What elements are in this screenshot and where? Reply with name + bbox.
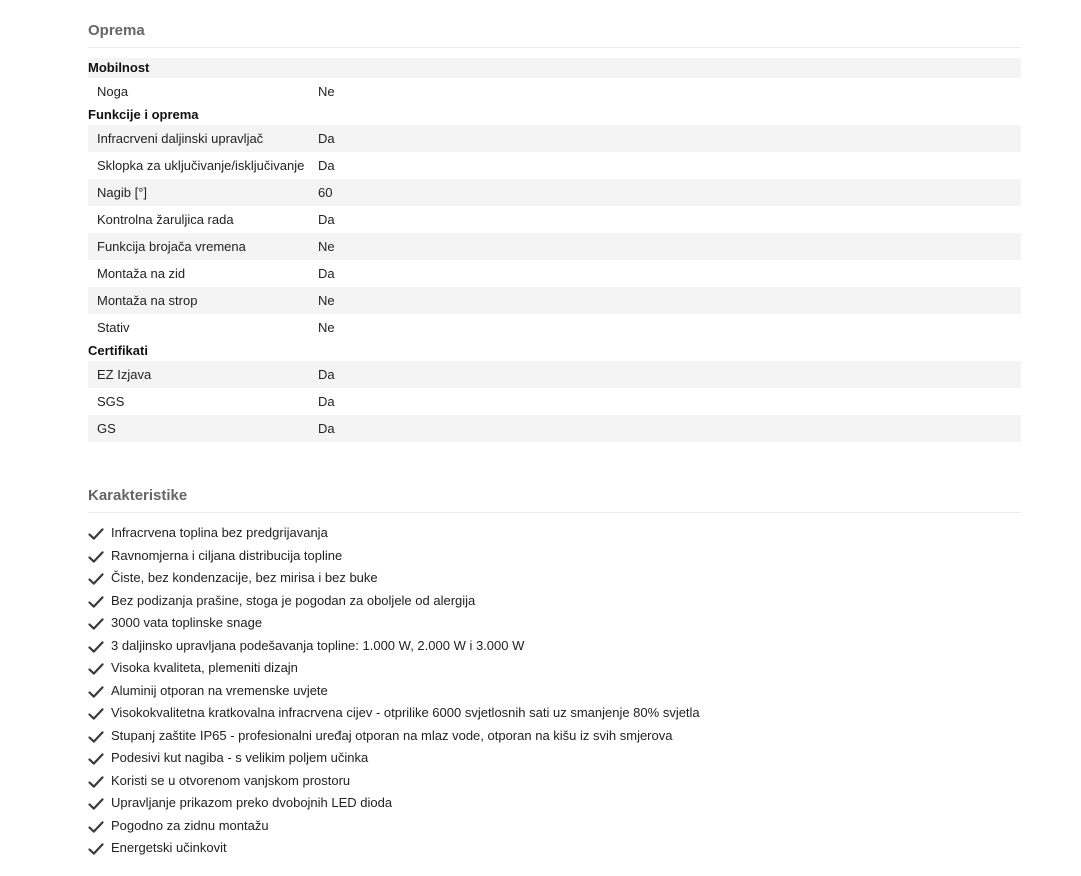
- feature-item: [88, 590, 1021, 613]
- feature-text: Podesivi kut nagiba - s velikim poljem učinka: [111, 750, 369, 765]
- spec-value: Ne: [318, 293, 335, 308]
- check-icon: [88, 594, 104, 608]
- feature-text: Aluminij otporan na vremenske uvjete: [111, 682, 328, 698]
- check-icon: [88, 526, 104, 540]
- spec-key: Noga: [97, 84, 129, 99]
- feature-item: [88, 612, 1021, 635]
- check-icon: [88, 819, 104, 833]
- check-icon: [88, 661, 104, 675]
- feature-item: [88, 725, 1021, 748]
- spec-row: [88, 78, 1021, 105]
- features-section: [88, 465, 1021, 876]
- spec-group-heading: Funkcije i oprema: [88, 107, 199, 122]
- feature-text: Bez podizanja prašine, stoga je pogodan za oboljele od alergija: [111, 592, 476, 608]
- feature-item: [88, 702, 1021, 725]
- equipment-title: Oprema: [88, 0, 1021, 48]
- check-icon: [88, 796, 104, 810]
- feature-text: Čiste, bez kondenzacije, bez mirisa i bez buke: [111, 570, 378, 585]
- features-list: [88, 522, 1021, 860]
- feature-item: [88, 837, 1021, 860]
- check-icon: [88, 571, 104, 585]
- spec-value: Da: [318, 394, 335, 409]
- spec-value: Ne: [318, 239, 335, 254]
- feature-item: [88, 747, 1021, 770]
- spec-group-heading: Certifikati: [88, 343, 148, 358]
- spec-row: [88, 206, 1021, 233]
- feature-item: [88, 567, 1021, 590]
- spec-key: Sklopka za uključivanje/isključivanje: [97, 158, 305, 173]
- spec-key: Kontrolna žaruljica rada: [97, 212, 234, 227]
- spec-table: [88, 58, 1021, 442]
- feature-text: Visoka kvaliteta, plemeniti dizajn: [111, 660, 298, 675]
- spec-value: Da: [318, 158, 335, 173]
- spec-row: [88, 260, 1021, 287]
- spec-key: EZ Izjava: [97, 367, 152, 382]
- spec-row: [88, 233, 1021, 260]
- spec-key: GS: [97, 421, 116, 436]
- spec-value: Ne: [318, 84, 335, 99]
- spec-value: Da: [318, 266, 335, 281]
- spec-value: Ne: [318, 320, 335, 335]
- spec-group-heading: Mobilnost: [88, 58, 1021, 78]
- spec-key: Funkcija brojača vremena: [97, 239, 246, 254]
- spec-row: [88, 361, 1021, 388]
- spec-row: [88, 125, 1021, 152]
- feature-item: [88, 815, 1021, 838]
- feature-text: Energetski učinkovit: [111, 840, 227, 855]
- feature-text: 3 daljinsko upravljana podešavanja topline: 1.000 W, 2.000 W i 3.000 W: [111, 637, 525, 653]
- feature-text: 3000 vata toplinske snage: [111, 615, 263, 630]
- spec-value: Da: [318, 421, 335, 436]
- spec-row: [88, 152, 1021, 179]
- feature-item: [88, 657, 1021, 680]
- feature-text: Infracrvena toplina bez predgrijavanja: [111, 525, 328, 540]
- spec-value: Da: [318, 367, 335, 382]
- check-icon: [88, 616, 104, 630]
- check-icon: [88, 751, 104, 765]
- feature-text: Pogodno za zidnu montažu: [111, 817, 269, 833]
- check-icon: [88, 841, 104, 855]
- feature-item: [88, 635, 1021, 658]
- feature-item: [88, 522, 1021, 545]
- feature-text: Stupanj zaštite IP65 - profesionalni uređaj otporan na mlaz vode, otporan na kišu iz svih smjerova: [111, 727, 673, 743]
- spec-key: Nagib [°]: [97, 185, 148, 200]
- feature-text: Upravljanje prikazom preko dvobojnih LED dioda: [111, 795, 393, 810]
- spec-value: 60: [318, 185, 333, 200]
- feature-text: Ravnomjerna i ciljana distribucija topline: [111, 547, 343, 563]
- feature-text: Koristi se u otvorenom vanjskom prostoru: [111, 772, 351, 788]
- check-icon: [88, 549, 104, 563]
- spec-key: Montaža na strop: [97, 293, 198, 308]
- feature-item: [88, 680, 1021, 703]
- check-icon: [88, 639, 104, 653]
- check-icon: [88, 774, 104, 788]
- feature-text: Visokokvalitetna kratkovalna infracrvena cijev - otprilike 6000 svjetlosnih sati uz smanjenje 80% svjetla: [111, 705, 700, 720]
- feature-item: [88, 545, 1021, 568]
- spec-value: Da: [318, 212, 335, 227]
- check-icon: [88, 684, 104, 698]
- spec-row: [88, 287, 1021, 314]
- spec-key: SGS: [97, 394, 125, 409]
- feature-item: [88, 770, 1021, 793]
- spec-row: [88, 415, 1021, 442]
- spec-row: [88, 388, 1021, 415]
- spec-key: Infracrveni daljinski upravljač: [97, 131, 264, 146]
- spec-key: Stativ: [97, 320, 130, 335]
- spec-key: Montaža na zid: [97, 266, 186, 281]
- check-icon: [88, 729, 104, 743]
- feature-item: [88, 792, 1021, 815]
- equipment-section: [88, 0, 1021, 442]
- spec-row: [88, 179, 1021, 206]
- features-title: Karakteristike: [88, 465, 1021, 513]
- spec-value: Da: [318, 131, 335, 146]
- check-icon: [88, 706, 104, 720]
- spec-row: [88, 314, 1021, 341]
- product-details: [88, 0, 1021, 855]
